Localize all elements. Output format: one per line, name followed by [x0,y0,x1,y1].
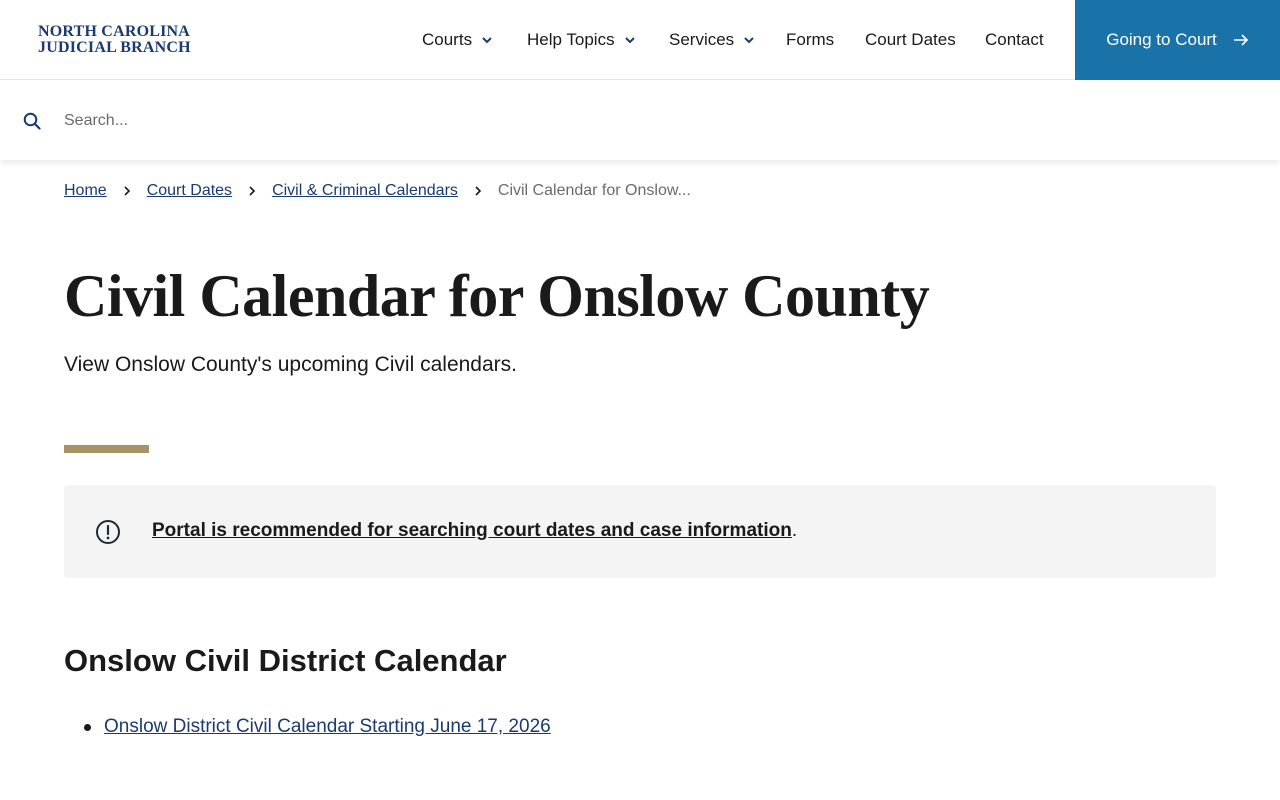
accent-divider [64,445,149,453]
page-subtitle: View Onslow County's upcoming Civil calendars. [64,353,517,376]
logo-line-1: NORTH CAROLINA [38,23,191,40]
list-item [84,716,551,738]
arrow-right-icon [1233,32,1249,48]
nav-courts[interactable] [422,30,494,50]
breadcrumb [64,182,691,200]
calendar-list [84,716,551,738]
going-to-court-button[interactable] [1075,0,1280,80]
page-title: Civil Calendar for Onslow County [64,263,930,329]
section-title: Onslow Civil District Calendar [64,643,507,678]
breadcrumb-current: Civil Calendar for Onslow... [497,182,691,199]
going-to-court-label: Going to Court [1106,30,1217,49]
site-logo[interactable] [38,24,191,56]
search-input[interactable] [64,106,1244,136]
nav-courts-label: Courts [422,30,473,49]
breadcrumb-court-dates[interactable]: Court Dates [146,182,233,199]
info-alert [64,485,1216,578]
breadcrumb-home[interactable]: Home [64,182,107,199]
nav-services[interactable] [669,30,756,50]
nav-help-topics-label: Help Topics [527,30,615,49]
search-icon[interactable] [23,112,41,130]
bullet-icon [84,724,91,731]
site-header [0,0,1280,80]
calendar-link[interactable]: Onslow District Civil Calendar Starting June 17, 2026 [104,716,551,737]
exclamation-circle-icon [95,519,121,545]
search-bar [0,81,1280,160]
nav-court-dates[interactable] [865,30,956,50]
logo-line-2: JUDICIAL BRANCH [38,39,191,56]
breadcrumb-civil-criminal-calendars[interactable]: Civil & Criminal Calendars [272,182,458,199]
nav-contact-label: Contact [985,30,1044,49]
nav-court-dates-label: Court Dates [865,30,956,49]
chevron-down-icon [742,33,756,47]
nav-forms-label: Forms [786,30,835,49]
alert-message [152,520,797,542]
chevron-right-icon [123,186,131,196]
chevron-right-icon [248,186,256,196]
portal-link[interactable]: Portal is recommended for searching court dates and case information [152,520,792,541]
nav-contact[interactable] [985,30,1044,50]
nav-help-topics[interactable] [527,30,637,50]
nav-services-label: Services [669,30,735,49]
chevron-right-icon [474,186,482,196]
nav-forms[interactable] [786,30,834,50]
chevron-down-icon [623,33,637,47]
chevron-down-icon [480,33,494,47]
alert-trailing-text: . [791,520,798,541]
